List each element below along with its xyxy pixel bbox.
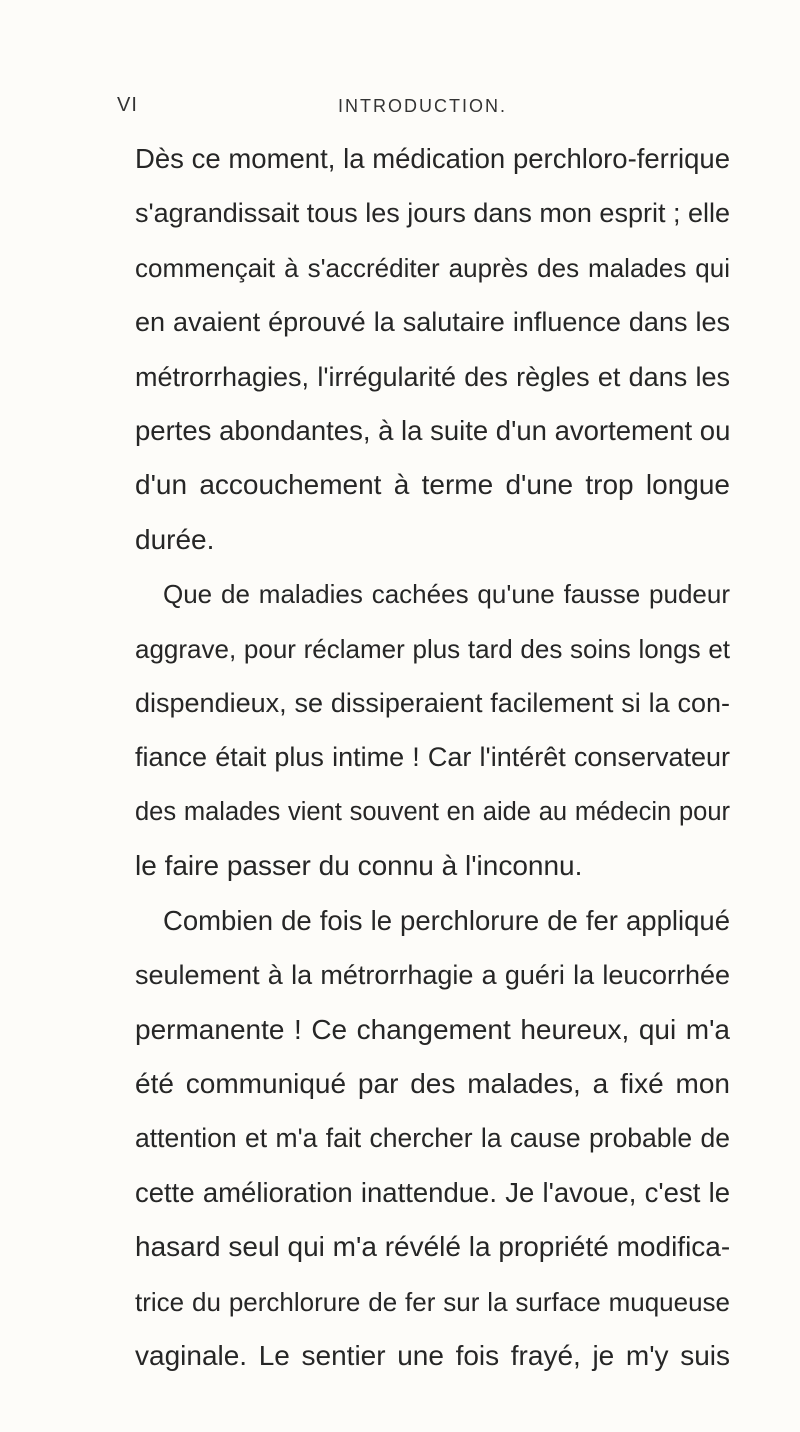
text-line: hasard seul qui m'a révélé la propriété modifica- bbox=[135, 1231, 731, 1263]
text-line: s'agrandissait tous les jours dans mon esprit ; elle bbox=[135, 198, 730, 229]
text-line: seulement à la métrorrhagie a guéri la leucorrhée bbox=[135, 960, 730, 991]
text-line: vaginale. Le sentier une fois frayé, je m'y suis bbox=[135, 1339, 730, 1371]
text-line: d'un accouchement à terme d'une trop longue bbox=[135, 469, 730, 501]
body-text bbox=[135, 132, 730, 1383]
text-line: cette amélioration inattendue. Je l'avoue, c'est le bbox=[135, 1176, 730, 1208]
text-line: fiance était plus intime ! Car l'intérêt conservateur bbox=[135, 742, 730, 773]
text-line: Combien de fois le perchlorure de fer appliqué bbox=[163, 904, 730, 936]
text-line: métrorrhagies, l'irrégularité des règles et dans les bbox=[135, 361, 730, 392]
text-line: durée. bbox=[135, 523, 215, 555]
text-line: trice du perchlorure de fer sur la surface muqueuse bbox=[135, 1286, 730, 1317]
text-line: aggrave, pour réclamer plus tard des soins longs et bbox=[135, 633, 730, 664]
text-line: en avaient éprouvé la salutaire influence dans les bbox=[135, 307, 730, 338]
paragraph-1 bbox=[135, 132, 730, 567]
text-line: Dès ce moment, la médication perchloro-ferrique bbox=[135, 143, 730, 174]
page-number: VI bbox=[117, 94, 138, 116]
text-line: attention et m'a fait chercher la cause probable de bbox=[135, 1123, 730, 1154]
paragraph-2 bbox=[135, 567, 730, 893]
text-line: des malades vient souvent en aide au médecin pour bbox=[135, 797, 730, 826]
text-line: Que de maladies cachées qu'une fausse pudeur bbox=[163, 579, 730, 610]
paragraph-3 bbox=[135, 894, 730, 1384]
running-header bbox=[117, 94, 757, 124]
text-line: commençait à s'accréditer auprès des malades qui bbox=[135, 252, 730, 283]
running-title: INTRODUCTION. bbox=[338, 96, 507, 116]
text-line: pertes abondantes, à la suite d'un avortement ou bbox=[135, 415, 731, 447]
text-line: le faire passer du connu à l'inconnu. bbox=[135, 850, 583, 882]
text-line: dispendieux, se dissiperaient facilement si la con- bbox=[135, 688, 730, 719]
text-line: permanente ! Ce changement heureux, qui m'a bbox=[135, 1013, 730, 1045]
text-line: été communiqué par des malades, a fixé mon bbox=[135, 1067, 730, 1099]
